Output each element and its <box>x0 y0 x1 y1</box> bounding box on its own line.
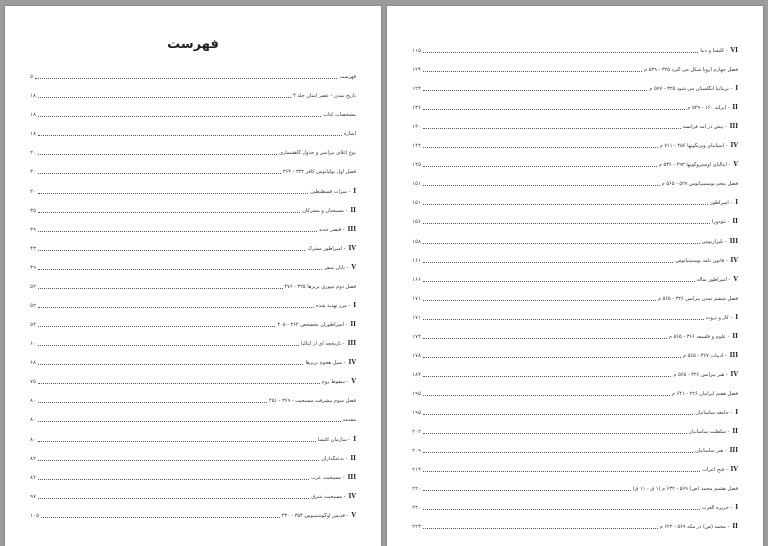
toc-entry-title: - تئودورا <box>712 219 730 226</box>
toc-entry-roman-numeral: V <box>733 161 738 169</box>
toc-entry-title: - محمد (ص) در مکه ۵۶۹ - ۶۲۲ م <box>659 524 730 531</box>
toc-entry-page-number: ۱۷۸ <box>412 352 422 359</box>
toc-dot-leader <box>423 509 700 510</box>
toc-entry-page-number: ۱۷۱ <box>412 295 422 302</box>
toc-dot-leader <box>41 517 280 518</box>
toc-entry-roman-numeral: II <box>350 206 356 214</box>
toc-dot-leader <box>423 433 686 434</box>
toc-entry[interactable] <box>30 176 356 195</box>
toc-entry[interactable] <box>412 284 738 303</box>
toc-entry-page-number: ۳۹ <box>30 226 37 233</box>
toc-entry-roman-numeral: VI <box>730 47 738 55</box>
toc-entry-roman-numeral: II <box>350 454 356 462</box>
toc-entry-page-number: ۲۲۰ <box>412 486 422 493</box>
toc-entry-roman-numeral: III <box>729 447 738 455</box>
toc-entry-roman-numeral: IV <box>730 370 738 378</box>
toc-entry[interactable] <box>30 81 356 100</box>
toc-entry-page-number: ۱۹۵ <box>412 390 422 397</box>
toc-entry[interactable] <box>30 482 356 501</box>
toc-dot-leader <box>38 135 342 136</box>
toc-entry-title: - سقوط روم <box>321 379 349 386</box>
toc-entry[interactable] <box>30 100 356 119</box>
toc-entry-title: فصل سوم پیشرفت مسیحیت - ۳۶۹ - ۴۵۱ <box>269 398 356 405</box>
toc-entry-page-number: ۱۸۴ <box>412 371 422 378</box>
toc-dot-leader <box>38 288 282 289</box>
toc-entry-roman-numeral: II <box>732 523 738 531</box>
toc-entry-page-number: ۱۵۸ <box>412 238 422 245</box>
toc-dot-leader <box>423 471 700 472</box>
toc-entry-title: مشخصات کتاب <box>323 112 356 119</box>
toc-entry[interactable] <box>30 444 356 463</box>
toc-entry-title: - امپراطوران نخشخص ۳۶۴ - ۴۰۵ <box>277 322 348 329</box>
toc-entry[interactable] <box>30 157 356 176</box>
toc-entry[interactable] <box>412 436 738 455</box>
toc-entry-roman-numeral: I <box>735 504 738 512</box>
toc-entry-title: - هنر بیزانس ۳۲۶ - ۵۶۵ م <box>673 371 728 378</box>
toc-page-right <box>387 6 763 546</box>
toc-entry[interactable] <box>412 493 738 512</box>
toc-entry-page-number: ۴۳ <box>30 245 37 252</box>
toc-dot-leader <box>38 383 319 384</box>
toc-entry[interactable] <box>30 253 356 272</box>
toc-entry[interactable] <box>412 188 738 207</box>
toc-entry-title: - قیصر جدید <box>318 226 345 233</box>
toc-entry-title: فصل هفتم ایرانیان ۲۲۶ - ۶۴۱ م <box>671 390 738 397</box>
toc-dot-leader <box>423 319 704 320</box>
toc-entry-roman-numeral: III <box>729 123 738 131</box>
toc-entry-page-number: ۵۲ <box>30 283 37 290</box>
toc-entry-roman-numeral: II <box>732 218 738 226</box>
toc-entry[interactable] <box>30 329 356 348</box>
toc-title: فهرست <box>167 37 219 52</box>
toc-entry-roman-numeral: III <box>347 340 356 348</box>
toc-dot-leader <box>38 307 314 308</box>
toc-entry-page-number: ۱۰۵ <box>30 512 40 519</box>
toc-entry-title: مقدمه <box>342 417 356 424</box>
toc-dot-leader <box>38 498 309 499</box>
toc-entry[interactable] <box>412 360 738 379</box>
toc-entry-page-number: ۳۰ <box>30 188 37 195</box>
toc-entry-page-number: ۳۰ <box>30 169 37 176</box>
toc-entry-title: - تاریخچه ای از ایتالیا <box>301 341 345 348</box>
toc-entry-title: فصل چهارم اروپا شکل می گیرد ۳۲۵ - ۵۲۹ م <box>644 67 738 74</box>
toc-entry-page-number: ۱۸ <box>30 93 37 100</box>
toc-entry-title: فصل پنجم یوستینیانوس ۵۲۷ - ۵۶۵ م <box>661 181 738 188</box>
toc-entry-title: - امپراطور مشرک <box>307 245 346 252</box>
toc-dot-leader <box>38 269 322 270</box>
toc-entry[interactable] <box>30 119 356 138</box>
toc-entry[interactable] <box>412 207 738 226</box>
toc-entry-page-number: ۸۴ <box>30 474 37 481</box>
toc-entry-title: - بدعتگذاران <box>321 455 348 462</box>
toc-dot-leader <box>423 204 708 205</box>
toc-entry-roman-numeral: IV <box>730 256 738 264</box>
toc-entry-page-number: ۶۰ <box>30 341 37 348</box>
toc-entry-roman-numeral: V <box>351 378 356 386</box>
toc-entry-title: - ایرلند ۱۶۰ - ۵۲۹ م <box>687 105 730 112</box>
toc-entry[interactable] <box>30 138 356 157</box>
toc-dot-leader <box>423 109 685 110</box>
toc-entry-page-number: ۱۳۶ <box>412 105 422 112</box>
toc-entry-title: - کلیسا و دنیا <box>700 48 728 55</box>
toc-dot-leader <box>38 250 305 251</box>
toc-entry-title: - مسیحیت شرق <box>311 493 346 500</box>
toc-entry-title: نوع اعلای بیزانس و جدول گاهشماری <box>279 150 356 157</box>
toc-entry-title: - هنر ساسانیان <box>695 448 727 455</box>
toc-dot-leader <box>423 338 667 339</box>
toc-dot-leader <box>423 490 631 491</box>
toc-entry[interactable] <box>412 474 738 493</box>
toc-entry[interactable] <box>412 74 738 93</box>
toc-entry-title: - ادبیات ۳۶۷ - ۵۶۵ م <box>683 352 727 359</box>
toc-entry-page-number: ۱۲۴ <box>412 67 422 74</box>
toc-dot-leader <box>38 364 303 365</box>
toc-entry-roman-numeral: III <box>347 225 356 233</box>
toc-entry-page-number: ۱۷۱ <box>412 314 422 321</box>
toc-entry-title: - قدیس آوگوستینوس ۳۵۴ - ۴۳۰ <box>281 512 349 519</box>
toc-dot-leader <box>423 395 670 396</box>
toc-dot-leader <box>38 441 316 442</box>
toc-entry-roman-numeral: II <box>350 321 356 329</box>
toc-entry-page-number: ۱۶۶ <box>412 276 422 283</box>
toc-entry-page-number: ۲۱۴ <box>412 467 422 474</box>
toc-entry-title: فصل اول یولیانوس کافر ۳۳۲ - ۳۶۳ <box>282 169 356 176</box>
toc-entry-page-number: ۵۴ <box>30 322 37 329</box>
toc-entry-roman-numeral: V <box>351 263 356 271</box>
toc-entry-page-number: ۶۸ <box>30 360 37 367</box>
toc-entry[interactable] <box>412 36 738 55</box>
toc-entry-roman-numeral: I <box>353 435 356 443</box>
toc-entry-title: - پیش در آمد فرانسه <box>682 124 727 131</box>
toc-entry-page-number: ۱۵۶ <box>412 219 422 226</box>
toc-dot-leader <box>38 460 319 461</box>
toc-dot-leader <box>38 212 300 213</box>
toc-dot-leader <box>38 326 275 327</box>
toc-entry-page-number: ۲۲۰ <box>412 505 422 512</box>
toc-entry-page-number: ۱۱۵ <box>412 48 422 55</box>
toc-entry-title: - جامعه ساسانیان <box>695 409 733 416</box>
toc-entry-roman-numeral: III <box>729 351 738 359</box>
toc-dot-leader <box>423 185 660 186</box>
toc-entry-title: - سازمان کلیسا <box>317 436 351 443</box>
toc-entry-page-number: ۱۴۲ <box>412 143 422 150</box>
toc-entry-page-number: ۱۴۵ <box>412 162 422 169</box>
toc-dot-leader <box>423 52 698 53</box>
toc-entry-roman-numeral: I <box>735 199 738 207</box>
toc-entry-roman-numeral: IV <box>348 359 356 367</box>
toc-entry-title: - جزیره العرب <box>701 505 733 512</box>
toc-entry-title: - امپراطور <box>710 200 733 207</box>
toc-entry-roman-numeral: IV <box>730 466 738 474</box>
toc-entry[interactable] <box>30 196 356 215</box>
toc-entry[interactable] <box>412 246 738 265</box>
toc-entry[interactable] <box>412 93 738 112</box>
toc-dot-leader <box>38 116 321 117</box>
toc-dot-leader <box>38 345 299 346</box>
toc-entry-page-number: ۱۶۱ <box>412 257 422 264</box>
toc-dot-leader <box>38 193 308 194</box>
toc-entry-page-number: ۸۰ <box>30 398 37 405</box>
toc-entry-page-number: ۱۲۴ <box>412 86 422 93</box>
toc-entry[interactable] <box>412 150 738 169</box>
toc-entry[interactable] <box>412 131 738 150</box>
toc-entry-page-number: ۱۸ <box>30 131 37 138</box>
toc-entry-page-number: ۷۵ <box>30 379 37 386</box>
toc-entry[interactable] <box>30 234 356 253</box>
toc-dot-leader <box>423 414 693 415</box>
toc-dot-leader <box>423 528 658 529</box>
toc-entry-title: - قانون نامه یوستینیانوس <box>675 257 728 264</box>
toc-dot-leader <box>423 223 710 224</box>
toc-dot-leader <box>423 262 673 263</box>
toc-dot-leader <box>38 154 277 155</box>
toc-dot-leader <box>423 376 671 377</box>
toc-entry[interactable] <box>30 386 356 405</box>
toc-entry-roman-numeral: III <box>729 237 738 245</box>
toc-dot-leader <box>38 231 317 232</box>
toc-dot-leader <box>38 402 267 403</box>
toc-entry-roman-numeral: V <box>351 511 356 519</box>
toc-entry[interactable] <box>412 341 738 360</box>
toc-entry[interactable] <box>30 463 356 482</box>
toc-entry[interactable] <box>412 322 738 341</box>
toc-entry-roman-numeral: II <box>732 427 738 435</box>
toc-entry-title: - بریتانیا انگلستان می شود ۳۲۵ - ۵۷۷ م <box>649 86 733 93</box>
toc-entry-page-number: ۲۰ <box>30 150 37 157</box>
toc-dot-leader <box>423 357 681 358</box>
toc-entry-roman-numeral: I <box>353 187 356 195</box>
toc-entry-roman-numeral: I <box>735 313 738 321</box>
toc-entry-page-number: ۱۷۴ <box>412 333 422 340</box>
toc-entry-page-number: ۱۹۵ <box>412 409 422 416</box>
toc-entry-page-number: ۲۰۲ <box>412 428 422 435</box>
toc-entry-page-number: ۹۷ <box>30 493 37 500</box>
toc-entry[interactable] <box>30 215 356 234</box>
toc-entry-title: - علوم و فلسفه ۳۶۶ - ۵۶۵ م <box>668 333 730 340</box>
toc-entry-title: - امپراطور متأله <box>696 276 731 283</box>
toc-entry-roman-numeral: II <box>732 104 738 112</box>
toc-entry-title: - کار و ثروت <box>705 314 733 321</box>
toc-page-left <box>5 6 381 546</box>
toc-entry-roman-numeral: III <box>347 473 356 481</box>
toc-entry-title: - مرز تهدید شده <box>315 303 351 310</box>
toc-entry-page-number: ۱۳۰ <box>412 124 422 131</box>
toc-entry[interactable] <box>412 169 738 188</box>
toc-entry[interactable] <box>412 398 738 417</box>
toc-list-left <box>30 62 356 520</box>
toc-entry-title: فصل ششم تمدن بیزانس ۳۲۶ - ۵۶۵ م <box>657 295 738 302</box>
toc-entry-page-number: ۸۰ <box>30 436 37 443</box>
toc-entry[interactable] <box>412 455 738 474</box>
toc-entry-page-number: ۱۵۱ <box>412 200 422 207</box>
toc-entry-roman-numeral: IV <box>730 142 738 150</box>
toc-entry-title: - ایتالیای اوستروگوتها ۴۹۳ - ۵۳۶ م <box>658 162 731 169</box>
toc-entry-page-number: ۲۲۳ <box>412 524 422 531</box>
toc-entry-page-number: ۴۹ <box>30 264 37 271</box>
toc-entry-page-number: ۸۰ <box>30 417 37 424</box>
toc-dot-leader <box>423 281 695 282</box>
toc-entry-title: اشاره <box>343 131 356 138</box>
toc-entry-page-number: ۵ <box>30 74 34 81</box>
toc-dot-leader <box>423 71 642 72</box>
toc-dot-leader <box>38 97 291 98</box>
toc-entry-title: تاریخ تمدن - عصر ایمان جلد ۴ <box>293 93 356 100</box>
toc-entry[interactable] <box>412 417 738 436</box>
toc-dot-leader <box>35 78 337 79</box>
toc-entry-page-number: ۲۰۹ <box>412 448 422 455</box>
toc-dot-leader <box>423 300 656 301</box>
toc-entry-roman-numeral: II <box>732 332 738 340</box>
toc-entry-title: - مسیحیان و مشرکان <box>302 207 348 214</box>
toc-entry[interactable] <box>412 226 738 245</box>
toc-entry-roman-numeral: I <box>353 302 356 310</box>
toc-entry-page-number: ۸۲ <box>30 455 37 462</box>
toc-entry[interactable] <box>30 272 356 291</box>
toc-entry-roman-numeral: I <box>735 408 738 416</box>
toc-entry[interactable] <box>30 291 356 310</box>
toc-entry[interactable] <box>30 62 356 81</box>
toc-entry[interactable] <box>412 303 738 322</box>
toc-entry-title: فصل دوم تیپوری بربرها ۳۲۵ - ۴۷۶ <box>284 283 356 290</box>
toc-entry-roman-numeral: IV <box>348 244 356 252</box>
toc-entry-page-number: ۳۵ <box>30 207 37 214</box>
toc-dot-leader <box>38 421 341 422</box>
toc-dot-leader <box>423 147 658 148</box>
toc-entry-roman-numeral: IV <box>348 492 356 500</box>
toc-entry-title: - فتح اعراب <box>702 467 728 474</box>
toc-entry-page-number: ۱۸ <box>30 112 37 119</box>
toc-entry-title: - سلطنت ساسانیان <box>688 428 730 435</box>
toc-entry[interactable] <box>412 379 738 398</box>
toc-entry-title: - پایان سفر <box>324 264 349 271</box>
toc-dot-leader <box>423 166 657 167</box>
toc-entry-roman-numeral: I <box>735 85 738 93</box>
toc-entry-title: - سیل هجوم بربرها <box>305 360 346 367</box>
toc-entry-title: فصل هشتم محمد (ص) ۵۶۹ - ۶۳۲ م (۱ ق - ۱۱ ق) <box>632 486 738 493</box>
toc-entry[interactable] <box>412 55 738 74</box>
toc-entry[interactable] <box>412 112 738 131</box>
toc-entry[interactable] <box>30 424 356 443</box>
toc-entry[interactable] <box>30 348 356 367</box>
toc-entry[interactable] <box>30 310 356 329</box>
toc-dot-leader <box>423 128 681 129</box>
toc-entry-title: - مسیحیت عرب <box>310 474 345 481</box>
toc-entry-title: - میراث قسطنطین <box>310 188 351 195</box>
toc-entry-page-number: ۵۲ <box>30 303 37 310</box>
toc-list-right <box>412 36 738 531</box>
toc-entry-page-number: ۱۵۱ <box>412 181 422 188</box>
toc-entry[interactable] <box>30 501 356 520</box>
toc-entry-title: - اسپانیای ویزیگوتها ۴۵۶ - ۷۱۱ م <box>659 143 728 150</box>
toc-entry-roman-numeral: V <box>733 275 738 283</box>
toc-dot-leader <box>423 452 693 453</box>
toc-entry-title: فهرست <box>339 74 356 81</box>
toc-dot-leader <box>38 173 281 174</box>
toc-entry[interactable] <box>30 367 356 386</box>
toc-entry[interactable] <box>30 405 356 424</box>
toc-dot-leader <box>423 243 700 244</box>
toc-entry[interactable] <box>412 512 738 531</box>
toc-dot-leader <box>423 90 647 91</box>
toc-entry-title: - بلیزاریوس <box>701 238 727 245</box>
toc-entry[interactable] <box>412 265 738 284</box>
toc-dot-leader <box>38 479 309 480</box>
